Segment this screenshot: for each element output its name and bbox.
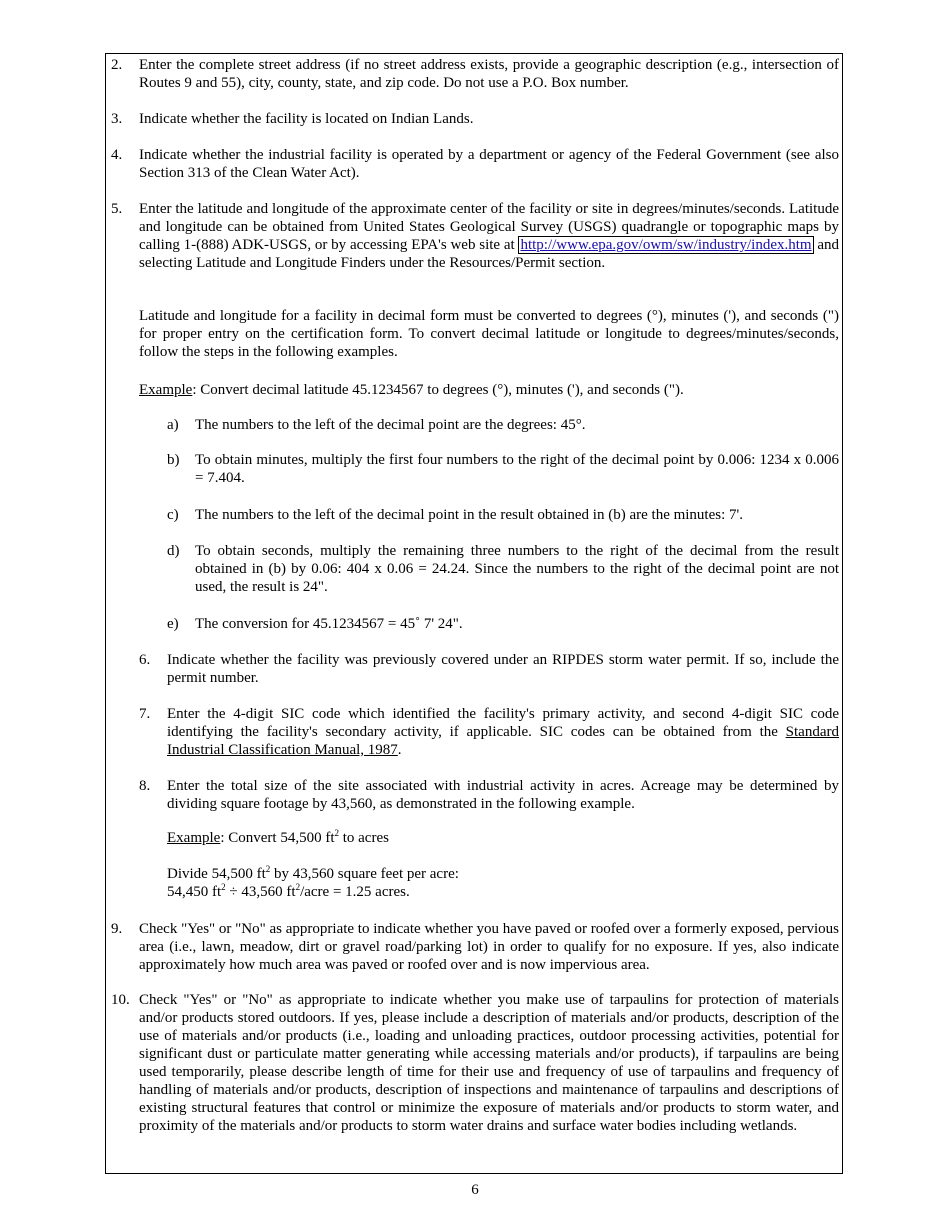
example-label: Example bbox=[167, 830, 221, 846]
item-text: Indicate whether the facility was previously covered under an RIPDES storm water permit. If so, include the permit number. bbox=[167, 652, 839, 686]
item-text: Enter the total size of the site associated with industrial activity in acres. Acreage may be determined by dividing square footage by 43,560, as demonstrated in the following example. bbox=[167, 778, 839, 812]
epa-industry-link[interactable]: http://www.epa.gov/owm/sw/industry/index.htm bbox=[520, 237, 812, 253]
item-number: 2. bbox=[111, 57, 123, 73]
example-text: : Convert 54,500 ft bbox=[220, 830, 335, 846]
superscript: 2 bbox=[295, 882, 301, 892]
item-number: 9. bbox=[111, 921, 123, 937]
item-number: 4. bbox=[111, 147, 123, 163]
step-text: The numbers to the left of the decimal point in the result obtained in (b) are the minutes: 7'. bbox=[195, 507, 743, 523]
page-number: 6 bbox=[471, 1182, 479, 1198]
item-number: 8. bbox=[139, 778, 151, 794]
division-text: 54,450 ft bbox=[167, 884, 222, 900]
latitude-example bbox=[139, 381, 839, 399]
step-letter: a) bbox=[167, 417, 179, 433]
instruction-item-9 bbox=[111, 920, 839, 974]
instruction-item-4 bbox=[111, 146, 839, 182]
step-letter: c) bbox=[167, 507, 179, 523]
instruction-item-7 bbox=[139, 705, 839, 759]
superscript: 2 bbox=[265, 864, 271, 874]
item-text bbox=[139, 200, 839, 272]
instruction-item-10 bbox=[111, 991, 839, 1135]
division-text: /acre = 1.25 acres. bbox=[300, 884, 410, 900]
step-letter: e) bbox=[167, 616, 179, 632]
item-text: Indicate whether the facility is located on Indian Lands. bbox=[139, 111, 474, 127]
sic-manual-reference: Standard Industrial Classification Manual, 1987 bbox=[167, 724, 839, 758]
item-text: Indicate whether the industrial facility is operated by a department or agency of the Federal Government (see also Section 313 of the Clean Water Act). bbox=[139, 147, 839, 181]
step-text: To obtain seconds, multiply the remaining three numbers to the right of the decimal from the result obtained in (b) by 0.06: 404 x 0.06 = 24.24. Since the numbers to the right of the decimal point are not used, the result is 24". bbox=[195, 543, 839, 595]
item-text: Check "Yes" or "No" as appropriate to indicate whether you have paved or roofed over a formerly exposed, pervious area (i.e., lawn, meadow, dirt or gravel road/parking lot) in order to qualify for no exposure. If yes, also indicate approximately how much area was paved or roofed over and is now impervious area. bbox=[139, 921, 839, 973]
step-c bbox=[167, 506, 839, 524]
instruction-item-8 bbox=[139, 777, 839, 813]
example-label: Example bbox=[139, 382, 193, 398]
step-b bbox=[167, 451, 839, 487]
superscript: 2 bbox=[334, 828, 339, 838]
superscript: 2 bbox=[221, 882, 226, 892]
instruction-item-6 bbox=[139, 651, 839, 687]
item-text-part: and selecting Latitude and Longitude Finders under the Resources/Permit section. bbox=[139, 237, 839, 271]
item-number: 3. bbox=[111, 111, 123, 127]
example-text: : Convert decimal latitude 45.1234567 to degrees (°), minutes ('), and seconds ("). bbox=[192, 382, 684, 398]
item-number: 7. bbox=[139, 706, 151, 722]
latlong-conversion-paragraph: Latitude and longitude for a facility in decimal form must be converted to degrees (°), minutes ('), and seconds (") for proper entry on the certification form. To convert decimal latitude or longitude to degrees/minutes/seconds, follow the steps in the following examples. bbox=[139, 308, 839, 360]
item-text: Enter the complete street address (if no street address exists, provide a geographic description (e.g., intersection of Routes 9 and 55), city, county, state, and zip code. Do not use a P.O. Box number. bbox=[139, 57, 839, 91]
item-text-part: Enter the 4-digit SIC code which identified the facility's primary activity, and second 4-digit SIC code identifying the facility's secondary activity, if applicable. SIC codes can be obtained from the bbox=[167, 706, 839, 740]
acreage-example bbox=[167, 829, 839, 847]
step-a bbox=[167, 416, 839, 434]
item-text-part: . bbox=[397, 742, 402, 758]
item-text-part: Enter the latitude and longitude of the approximate center of the facility or site in degrees/minutes/seconds. Latitude and longitude can be obtained from United States Geological Survey (USGS) quadrangle or topographic maps by calling 1-(888) ADK-USGS, or by accessing EPA's web site at bbox=[139, 201, 839, 253]
acreage-division-line-1 bbox=[167, 865, 839, 883]
item-text bbox=[167, 705, 839, 759]
step-text: The numbers to the left of the decimal point are the degrees: 45°. bbox=[195, 417, 586, 433]
item-number: 6. bbox=[139, 652, 151, 668]
division-text: Divide 54,500 ft bbox=[167, 866, 266, 882]
step-e bbox=[167, 615, 839, 633]
instruction-item-5 bbox=[111, 200, 839, 272]
step-text: The conversion for 45.1234567 = 45˚ 7' 24". bbox=[195, 616, 463, 632]
instruction-item-3 bbox=[111, 110, 839, 128]
step-d bbox=[167, 542, 839, 596]
instruction-item-2 bbox=[111, 56, 839, 92]
example-text: to acres bbox=[338, 830, 389, 846]
item-number: 10. bbox=[111, 992, 130, 1008]
step-letter: d) bbox=[167, 543, 180, 559]
acreage-division-line-2 bbox=[167, 883, 839, 901]
step-text: To obtain minutes, multiply the first four numbers to the right of the decimal point by 0.006: 1234 x 0.006 = 7.404. bbox=[195, 452, 839, 486]
item-number: 5. bbox=[111, 201, 123, 217]
item-text: Check "Yes" or "No" as appropriate to indicate whether you make use of tarpaulins for protection of materials and/or products stored outdoors. If yes, please include a description of materials and/or products, description of the use of materials and/or products (i.e., loading and unloading practices, outdoor processing activities, potential for significant dust or particulate matter generating while accessing materials and/or products), if tarpaulins are being used temporarily, please describe length of time for their use and frequency of use of tarpaulins and frequency of handling of materials and/or products, description of inspections and maintenance of tarpaulins and descriptions of existing structural features that control or minimize the exposure of materials and/or products to storm water, and proximity of the materials and/or products to storm water drains and surface water bodies including wetlands. bbox=[139, 992, 839, 1134]
step-letter: b) bbox=[167, 452, 180, 468]
division-text: by 43,560 square feet per acre: bbox=[270, 866, 459, 882]
division-text: ÷ 43,560 ft bbox=[225, 884, 296, 900]
